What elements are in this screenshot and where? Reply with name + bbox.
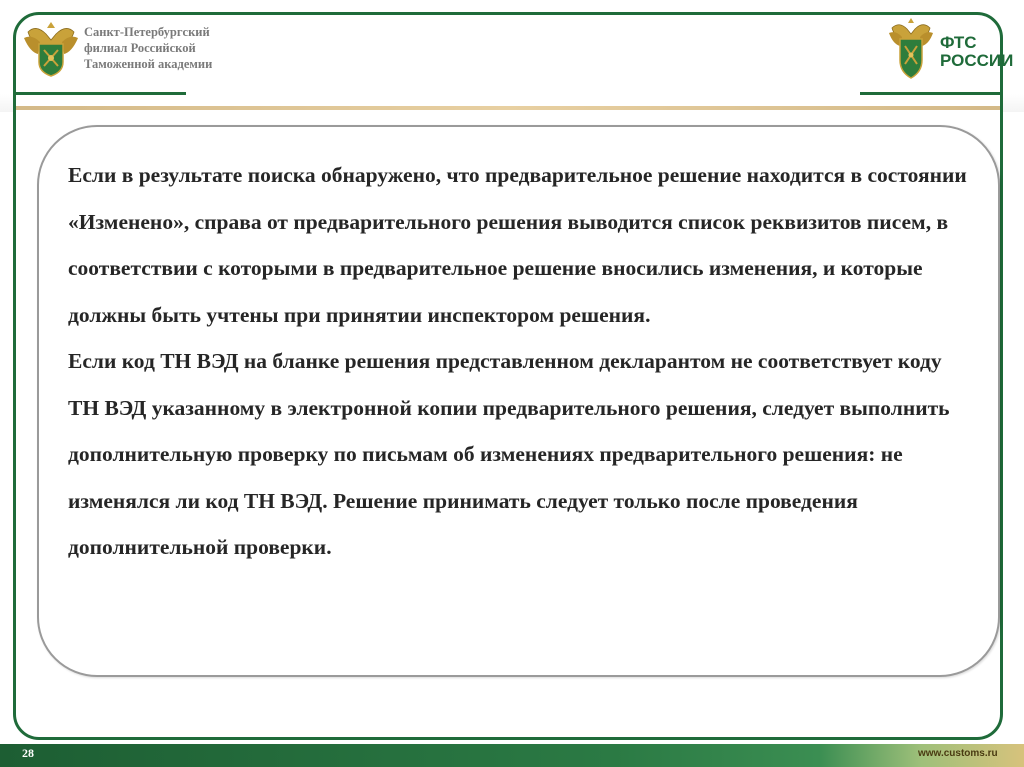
content-paragraph-1: Если в результате поиска обнаружено, что предварительное решение находится в состоянии «Изменено», справа от предварительного решения выводится список реквизитов писем, в соответствии с которыми в предварительное решение вносились изменения, и которые должны быть учтены при принятии инспектором решения.: [68, 163, 967, 327]
page-number: 28: [22, 746, 34, 760]
academy-name-line-2: филиал Российской: [84, 41, 196, 55]
header-gold-stripe: [16, 106, 1000, 110]
customs-academy-emblem-icon: [22, 18, 80, 80]
header-divider-left: [16, 92, 186, 95]
academy-name: [84, 24, 254, 72]
content-text: [68, 152, 973, 571]
footer-url[interactable]: www.customs.ru: [918, 748, 998, 759]
content-paragraph-2: Если код ТН ВЭД на бланке решения представленном декларантом не соответствует коду ТН ВЭД указанному в электронной копии предварительного решения, следует выполнить дополнительную проверку по письмам об изменениях предварительного решения: не изменялся ли код ТН ВЭД. Решение принимать следует только после проведения дополнительной проверки.: [68, 349, 950, 559]
academy-name-line-1: Санкт-Петербургский: [84, 25, 210, 39]
academy-name-line-3: Таможенной академии: [84, 57, 213, 71]
fts-logo-text: [940, 33, 1014, 70]
fts-logo-line-1: ФТС: [940, 33, 977, 52]
fts-emblem-icon: [888, 16, 934, 80]
fts-logo-line-2: РОССИИ: [940, 51, 1014, 70]
footer-bar: [0, 744, 1024, 767]
header-divider-right: [860, 92, 1000, 95]
